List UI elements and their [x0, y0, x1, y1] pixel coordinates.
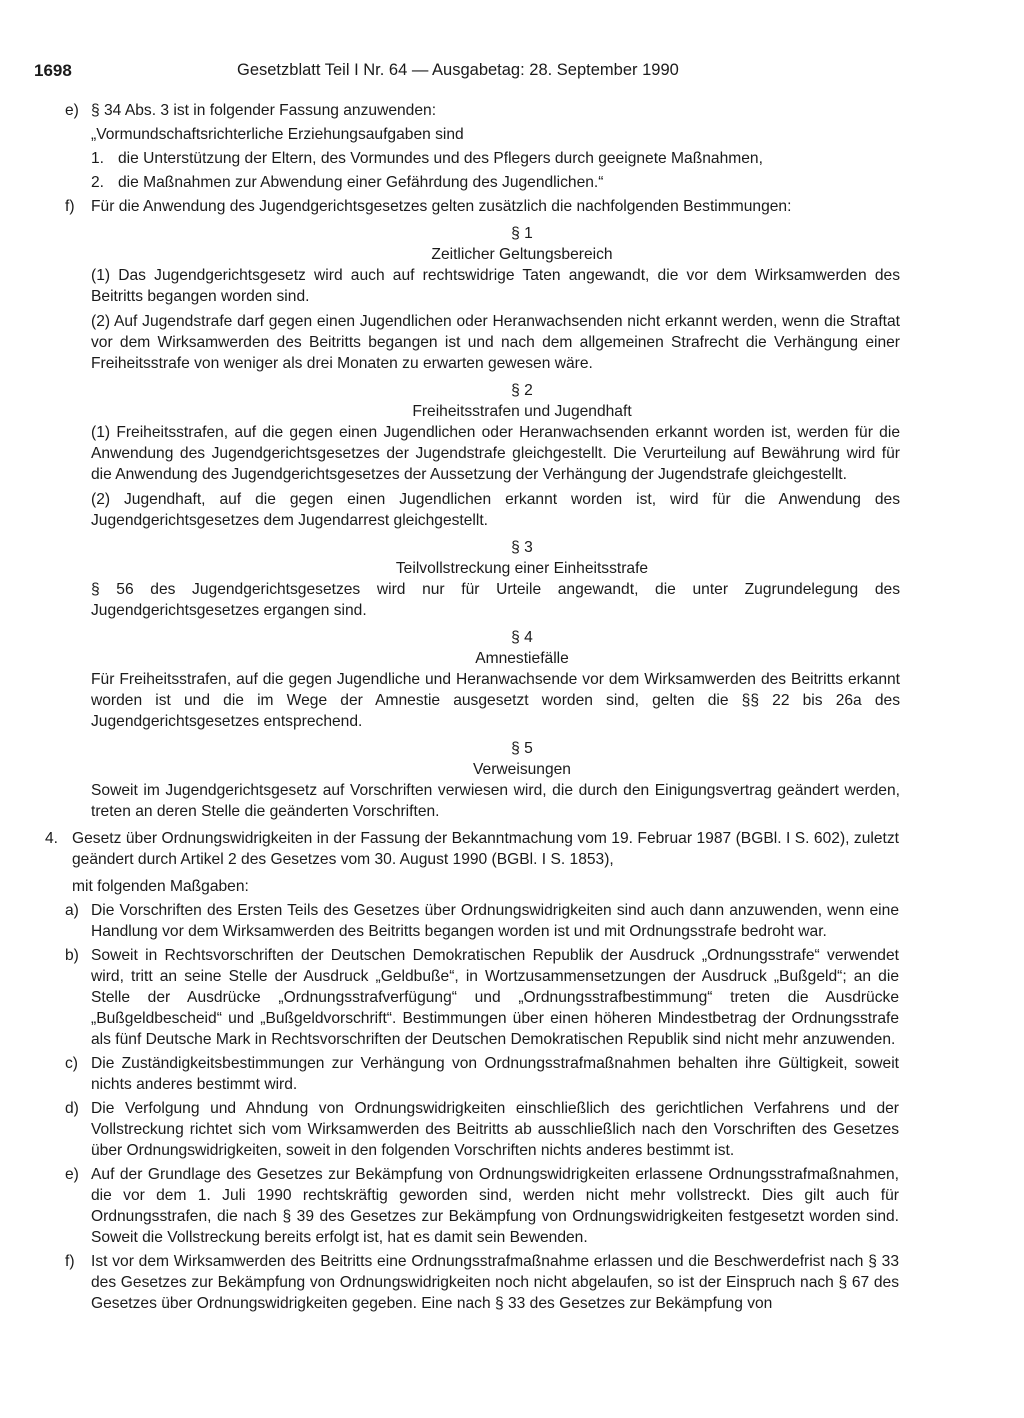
section-4: [0, 627, 1024, 732]
ordnung-item-b: [0, 945, 1024, 1050]
ordnung-item-d: [0, 1098, 1024, 1161]
item-marker: d): [65, 1100, 79, 1117]
item-marker: a): [65, 902, 79, 919]
item-marker: e): [65, 102, 79, 119]
item-text: Ist vor dem Wirksamwerden des Beitritts eine Ordnungsstrafmaßnahme erlassen und die Beschwerdefrist nach § 33 des Gesetzes zur Bekämpfung von Ordnungswidrigkeiten noch nicht abgelaufen, so ist der Einspruch nach § 67 des Gesetzes über Ordnungswidrigkeiten gegeben. Eine nach § 33 des Gesetzes zur Bekämpfung von: [91, 1253, 899, 1312]
item-text: die Maßnahmen zur Abwendung einer Gefährdung des Jugendlichen.“: [118, 174, 604, 191]
ordnung-item-f: [0, 1251, 1024, 1314]
document-body: [0, 100, 1024, 1317]
list-item-f: [0, 196, 1024, 217]
item-text: § 34 Abs. 3 ist in folgender Fassung anzuwenden:: [91, 102, 437, 119]
ordnung-item-e: [0, 1164, 1024, 1248]
item-marker: f): [65, 198, 75, 215]
item-marker: 2.: [91, 174, 105, 191]
section-1: [0, 223, 1024, 374]
list-item-1: [0, 148, 1024, 169]
item-text: „Vormundschaftsrichterliche Erziehungsaufgaben sind: [91, 126, 464, 143]
list-item-e: [0, 100, 1024, 121]
paragraph: (2) Jugendhaft, auf die gegen einen Jugendlichen erkannt worden ist, wird für die Anwendung des Jugendgerichtsgesetzes dem Jugendarrest gleichgestellt.: [91, 491, 900, 529]
ordnung-item-a: [0, 900, 1024, 942]
section-symbol: § 2: [511, 382, 533, 399]
page-header: [34, 60, 934, 84]
section-title: Teilvollstreckung einer Einheitsstrafe: [395, 560, 649, 577]
paragraph: (1) Das Jugendgerichtsgesetz wird auch auf rechtswidrige Taten angewandt, die vor dem Wirksamwerden des Beitritts begangen worden sind.: [91, 267, 900, 305]
item-text: Gesetz über Ordnungswidrigkeiten in der Fassung der Bekanntmachung vom 19. Februar 1987 (BGBl. I S. 602), zuletzt geändert durch Artikel 2 des Gesetzes vom 30. August 1990 (BGBl. I S. 1853),: [72, 830, 899, 868]
item-text: Auf der Grundlage des Gesetzes zur Bekämpfung von Ordnungswidrigkeiten erlassene Ordnungsstrafmaßnahmen, die vor dem 1. Juli 1990 rechtskräftig geworden sind, werden nicht mehr vollstreckt. Dies gilt auch für Ordnungsstrafen, die nach § 39 des Gesetzes zur Bekämpfung von Ordnungswidrigkeiten festgesetzt worden sind. Soweit die Vollstreckung bereits erfolgt ist, hat es damit sein Bewenden.: [91, 1166, 899, 1246]
section-title: Zeitlicher Geltungsbereich: [431, 246, 613, 263]
paragraph: § 56 des Jugendgerichtsgesetzes wird nur für Urteile angewandt, die unter Zugrundelegung des Jugendgerichtsgesetzes ergangen sind.: [91, 581, 900, 619]
section-2: [0, 380, 1024, 531]
item-marker: 4.: [45, 830, 59, 847]
section-3: [0, 537, 1024, 621]
item4-sub: [0, 876, 1024, 897]
item-text: Für die Anwendung des Jugendgerichtsgesetzes gelten zusätzlich die nachfolgenden Bestimmungen:: [91, 198, 792, 215]
list-item-2: [0, 172, 1024, 193]
section-symbol: § 5: [511, 740, 533, 757]
page-number: 1698: [34, 61, 72, 80]
section-symbol: § 1: [511, 225, 533, 242]
section-title: Amnestiefälle: [475, 650, 569, 667]
item-text: Soweit in Rechtsvorschriften der Deutschen Demokratischen Republik der Ausdruck „Ordnungsstrafe“ verwendet wird, tritt an seine Stelle der Ausdruck „Geldbuße“, in Wortzusammensetzungen der Ausdruck „Bußgeld“; an die Stelle der Ausdrücke „Ordnungsstrafverfügung“ und „Ordnungsstrafbestimmung“ treten die Ausdrücke „Bußgeldbescheid“ und „Bußgeldvorschrift“. Bestimmungen über einen höheren Mindestbetrag der Ordnungsstrafe als fünf Deutsche Mark in Rechtsvorschriften der Deutschen Demokratischen Republik sind nicht mehr anzuwenden.: [91, 947, 899, 1048]
item-text: Die Vorschriften des Ersten Teils des Gesetzes über Ordnungswidrigkeiten sind auch dann anzuwenden, wenn eine Handlung vor dem Wirksamwerden des Beitritts begangen worden ist und mit Ordnungsstrafe bedroht war.: [91, 902, 899, 940]
gazette-title: Gesetzblatt Teil I Nr. 64 — Ausgabetag: 28. September 1990: [237, 61, 679, 79]
paragraph: (2) Auf Jugendstrafe darf gegen einen Jugendlichen oder Heranwachsenden nicht erkannt werden, wenn die Straftat vor dem Wirksamwerden des Beitritts begangen ist und nach dem allgemeinen Strafrecht die Verhängung einer Freiheitsstrafe von weniger als drei Monaten zu erwarten gewesen wäre.: [91, 313, 900, 372]
item-marker: c): [65, 1055, 78, 1072]
quote-heading: [0, 124, 1024, 145]
item-text: Die Zuständigkeitsbestimmungen zur Verhängung von Ordnungsstrafmaßnahmen behalten ihre Gültigkeit, soweit nichts anderes bestimmt wird.: [91, 1055, 899, 1093]
item-marker: 1.: [91, 150, 105, 167]
ordnung-item-c: [0, 1053, 1024, 1095]
item-marker: b): [65, 947, 79, 964]
item-text: mit folgenden Maßgaben:: [72, 878, 249, 895]
list-item-4: [0, 828, 1024, 870]
item-marker: e): [65, 1166, 79, 1183]
item-marker: f): [65, 1253, 75, 1270]
section-title: Verweisungen: [473, 761, 571, 778]
section-5: [0, 738, 1024, 822]
item-text: Die Verfolgung und Ahndung von Ordnungswidrigkeiten einschließlich des gerichtlichen Verfahrens und der Vollstreckung richtet sich vom Wirksamwerden des Beitritts ab ausschließlich nach den Vorschriften des Gesetzes über Ordnungswidrigkeiten, soweit in den folgenden Vorschriften nichts anderes bestimmt ist.: [91, 1100, 899, 1159]
item-text: die Unterstützung der Eltern, des Vormundes und des Pflegers durch geeignete Maßnahmen,: [118, 150, 763, 167]
paragraph: Soweit im Jugendgerichtsgesetz auf Vorschriften verwiesen wird, die durch den Einigungsvertrag geändert werden, treten an deren Stelle die geänderten Vorschriften.: [91, 782, 900, 820]
section-title: Freiheitsstrafen und Jugendhaft: [412, 403, 632, 420]
section-symbol: § 3: [511, 539, 533, 556]
paragraph: (1) Freiheitsstrafen, auf die gegen einen Jugendlichen oder Heranwachsenden erkannt worden ist, werden für die Anwendung des Jugendgerichtsgesetzes der Jugendstrafe gleichgestellt. Die Verurteilung auf Bewährung wird für die Anwendung des Jugendgerichtsgesetzes der Aussetzung der Verhängung der Jugendstrafe gleichgestellt.: [91, 424, 900, 483]
paragraph: Für Freiheitsstrafen, auf die gegen Jugendliche und Heranwachsende vor dem Wirksamwerden des Beitritts erkannt worden ist und die im Wege der Amnestie ausgesetzt worden sind, gelten die §§ 22 bis 26a des Jugendgerichtsgesetzes entsprechend.: [91, 671, 900, 730]
section-symbol: § 4: [511, 629, 533, 646]
